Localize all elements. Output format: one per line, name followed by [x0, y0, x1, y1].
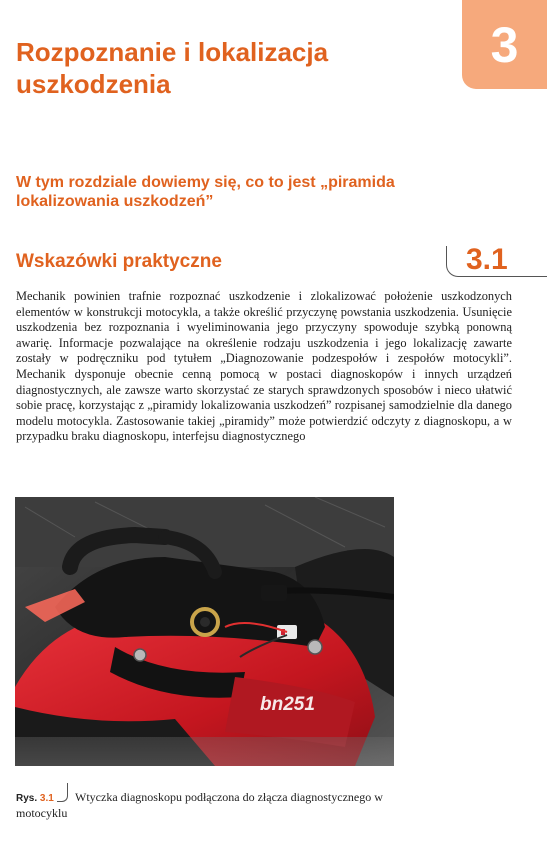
figure-number: 3.1	[39, 793, 54, 804]
body-paragraph: Mechanik powinien trafnie rozpoznać uszkodzenie i zlokalizować położenie uszkodzonych elementów w konstrukcji motocykla, a także określić przyczynę powstania uszkodzenia. Usunięcie uszkodzenia bez rozpoznania i wyeliminowania jego przyczyny spowoduje szybką ponowną awarię. Informacje pozwalające na określenie rodzaju uszkodzenia i jego lokalizację zawarte zostały w podręczniku pod tytułem „Diagnozowanie podzespołów i zespołów motocykli”. Mechanik dysponuje obecnie cenną pomocą w postaci diagnoskopów i innych urządzeń diagnostycznych, ale zawsze warto skorzystać ze starych sprawdzonych sposobów i nieco ułatwić sobie pracę, korzystając z „piramidy lokalizowania uszkodzeń” rozpisanej samodzielnie dla danego modelu motocykla. Zastosowanie takiej „piramidy” może potwierdzić odczyty z diagnoskopu, a w przypadku braku diagnoskopu, interfejsu diagnostycznego	[16, 289, 512, 444]
figure-photo	[15, 497, 394, 766]
chapter-number-tab	[462, 0, 547, 89]
section-title: Wskazówki praktyczne	[16, 251, 222, 272]
figure-caption: Wtyczka diagnoskopu podłączona do złącza diagnostycznego w motocyklu	[16, 790, 383, 820]
bike-badge-text: bn251	[260, 694, 315, 715]
chapter-title: Rozpoznanie i lokalizacja uszkodzenia	[16, 37, 329, 99]
chapter-number: 3	[490, 16, 519, 73]
section-number: 3.1	[466, 243, 508, 276]
figure-label-text: Rys.	[16, 793, 38, 804]
chapter-intro: W tym rozdziale dowiemy się, co to jest „piramida lokalizowania uszkodzeń”	[16, 174, 395, 210]
motorcycle-diagnostic-photo	[15, 497, 394, 766]
